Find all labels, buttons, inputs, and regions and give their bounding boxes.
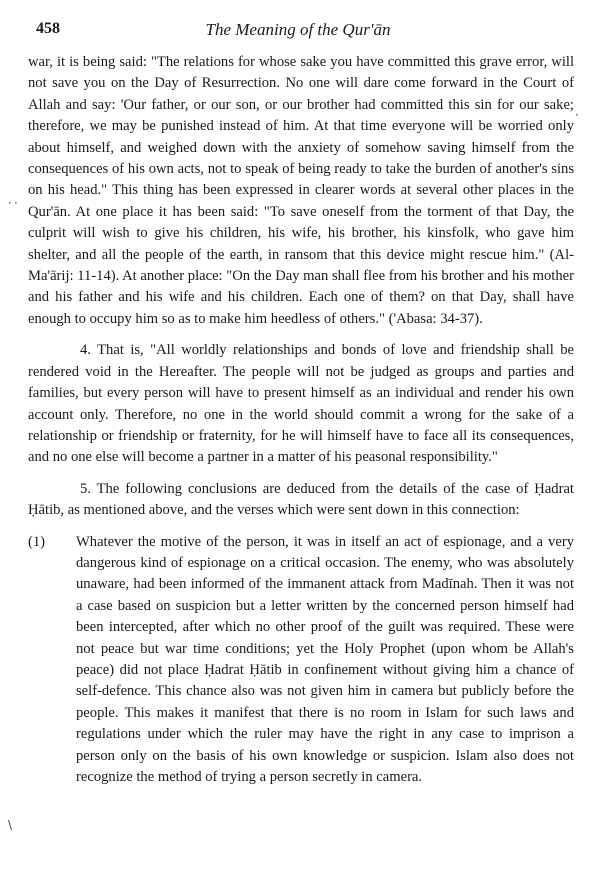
margin-mark: \ — [8, 818, 13, 832]
list-item — [28, 532, 574, 789]
body-text — [28, 52, 574, 788]
running-title: The Meaning of the Qur'ān — [205, 20, 391, 39]
list-item-text: Whatever the motive of the person, it was in itself an act of espionage, and a very dangerous kind of espionage on a critical occasion. The enemy, who was absolutely unaware, had been informed of the immanent attack from Madīnah. Then it was not a case based on suspicion but a letter written by the concerned person himself had been intercepted, after which no other proof of the guilt was required. These were not peace but war time conditions; yet the Holy Prophet (upon whom be Allah's peace) did not place Ḥadrat Ḥātib in confinement without giving him a chance of self-defence. This chance also was not given him in camera but publicly before the people. This makes it manifest that there is no room in Islam for such laws and regulations under which the ruler may have the right in any case to imprison a person only on the basis of his own knowledge or suspicion. Islam also does not recognize the method of trying a person secretly in camera. — [76, 533, 574, 785]
note-5-paragraph: 5. The following conclusions are deduced from the details of the case of Ḥadrat Ḥātib, as mentioned above, and the verses which were sent down in this connection: — [28, 480, 574, 519]
page-header — [36, 20, 560, 44]
page-number: 458 — [36, 20, 60, 37]
note-4-paragraph: 4. That is, "All worldly relationships and bonds of love and friendship shall be rendered void in the Hereafter. The people will not be judged as groups and parties and families, but every person will have to present himself as an individual and render his own account only. Therefore, no one in the world should commit a wrong for the sake of a relationship or friendship or fraternity, for he will himself have to face all its consequences, and no one else will become a partner in a matter of his peasonal responsibility." — [28, 342, 574, 466]
margin-mark: · — [8, 196, 12, 210]
margin-mark: · — [14, 196, 18, 210]
list-marker: (1) — [28, 533, 46, 550]
margin-mark: · — [575, 108, 579, 122]
paragraph-continued: war, it is being said: "The relations for whose sake you have committed this grave error, will not save you on the Day of Resurrection. No one will dare come forward in the Court of Allah and say: 'Our father, or our son, or our brother had committed this sin for our sake; therefore, we may be punished instead of him. At that time everyone will be worried only about himself, and weighed down with the anxiety of somehow saving himself from the consequences of his own acts, not to speak of being ready to take the burden of another's sins on his head." This thing has been expressed in clearer words at several other places in the Qur'ān. At one place it has been said: "To save oneself from the torment of that Day, the culprit will wish to give his children, his wife, his brother, his kinsfolk, who gave him shelter, and all the people of the earth, in ransom that this device might rescue him." (Al-Ma'ārij: 11-14). At another place: "On the Day man shall flee from his brother and his mother and his father and his wife and his children. Each one of them? on that Day, shall have enough to occupy him so as to make him heedless of others." ('Abasa: 34-37). — [28, 54, 574, 327]
